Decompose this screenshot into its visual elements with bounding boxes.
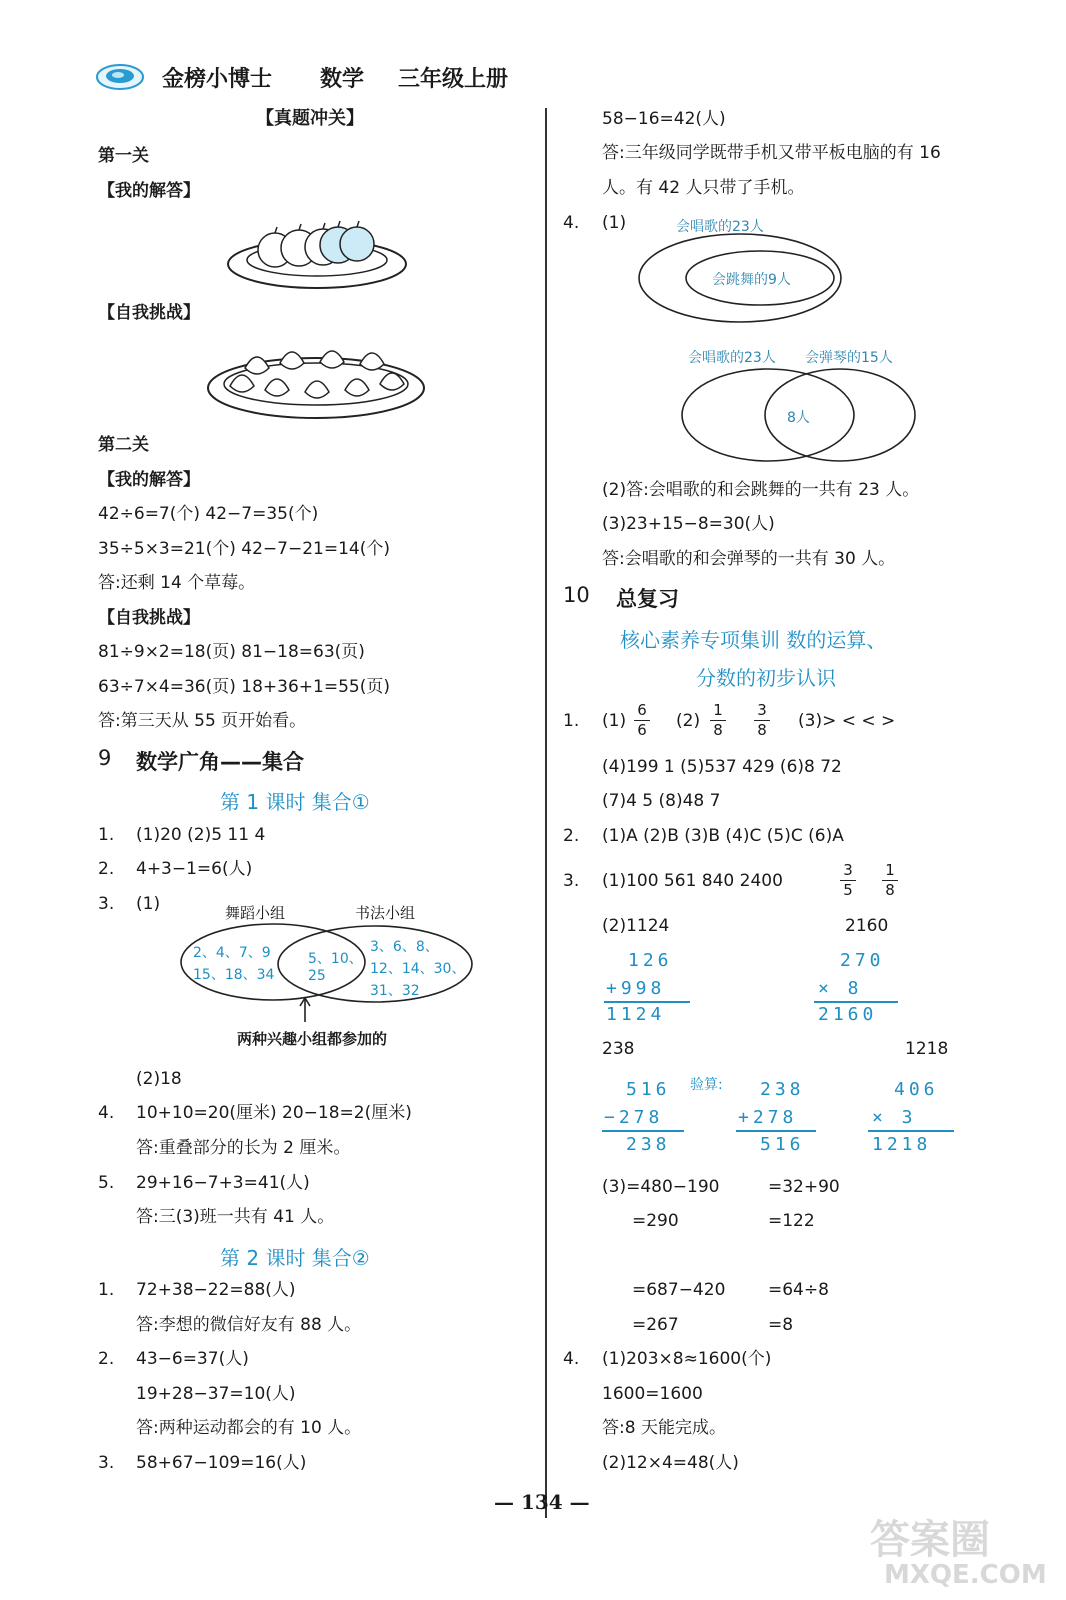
question-number: 5. [98,1173,115,1193]
question-number: 1. [98,825,115,845]
answer-line: 答:三年级同学既带手机又带平板电脑的有 16 [602,143,941,163]
vertical-calc-line: 2160 [818,1004,878,1025]
unit-10-title: 总复习 [616,587,679,611]
venn-right-values: 31、32 [370,983,420,999]
answer-line: 81÷9×2=18(页) 81−18=63(页) [98,642,365,662]
answer-line: (1) [136,894,161,914]
answer-line: 2160 [845,916,889,936]
vertical-calc-line: × 3 [872,1107,917,1128]
venn-diagram-groups [175,898,480,1048]
answer-part: (2) [676,711,701,731]
venn-left-values: 15、18、34 [193,967,275,983]
answer-line: (1)20 (2)5 11 4 [136,825,266,845]
answer-line: =122 [768,1211,815,1231]
answer-line: =290 [632,1211,679,1231]
question-number: 2. [98,1349,115,1369]
vertical-calc-line: 1124 [606,1004,666,1025]
question-number: 1. [563,711,580,731]
answer-line: 29+16−7+3=41(人) [136,1173,310,1193]
question-number: 3. [98,1453,115,1473]
vertical-calc-line: 1218 [872,1134,932,1155]
nested-ellipse-diagram [636,212,846,332]
answer-line: (1) [602,213,627,233]
venn-right-values: 3、6、8、 [370,939,439,955]
question-number: 2. [98,859,115,879]
venn-label-piano: 会弹琴的15人 [805,350,893,366]
fraction: 1 8 [882,862,898,899]
question-number: 1. [98,1280,115,1300]
challenge-1: 【自我挑战】 [98,303,200,323]
fraction: 3 5 [840,862,856,899]
answer-line: (1)A (2)B (3)B (4)C (5)C (6)A [602,826,844,846]
section-title: 【真题冲关】 [256,108,364,129]
answer-line: 答:还剩 14 个草莓。 [98,573,256,593]
answer-line: 答:第三天从 55 页开始看。 [98,711,307,731]
venn-diagram-music [680,345,920,465]
subtitle-line-2: 分数的初步认识 [696,666,836,690]
answer-line: (3)=480−190 [602,1177,720,1197]
calc-rule [602,1130,684,1132]
page-number: — 134 — [494,1490,590,1514]
answer-line: =8 [768,1315,794,1335]
unit-9-number: 9 [98,746,112,770]
answer-line: 58−16=42(人) [602,109,726,129]
answer-line: (4)199 1 (5)537 429 (6)8 72 [602,757,842,777]
answer-line: 43−6=37(人) [136,1349,249,1369]
venn-label-dance: 舞蹈小组 [225,904,286,922]
vertical-calc-line: +998 [606,978,666,999]
venn-arrow-label: 两种兴趣小组都参加的 [237,1030,388,1048]
answer-line: =267 [632,1315,679,1335]
answer-line: 答:8 天能完成。 [602,1418,726,1438]
calc-rule [736,1130,816,1132]
answer-line: 答:两种运动都会的有 10 人。 [136,1418,362,1438]
vertical-calc-line: 238 [626,1134,671,1155]
venn-middle-values: 5、10、 [308,951,363,967]
vertical-calc-line: 516 [626,1079,671,1100]
question-number: 3. [563,871,580,891]
answer-line: 19+28−37=10(人) [136,1384,296,1404]
calc-rule [814,1001,898,1003]
level-1: 第一关 [98,146,149,166]
header-subject: 数学 [320,67,365,92]
venn-middle-value: 8人 [787,410,810,426]
vertical-calc-line: 238 [760,1079,805,1100]
vertical-calc-line: 126 [628,950,673,971]
venn-label-sing: 会唱歌的23人 [688,350,776,366]
vertical-calc-line: −278 [604,1107,664,1128]
unit-9-title: 数学广角——集合 [136,750,304,774]
answer-line: 35÷5×3=21(个) 42−7−21=14(个) [98,539,391,559]
answer-line: 10+10=20(厘米) 20−18=2(厘米) [136,1103,412,1123]
answer-line: 1600=1600 [602,1384,703,1404]
subtitle-line-1: 核心素养专项集训 数的运算、 [620,628,887,652]
lesson-1-title: 第 1 课时 集合① [220,790,370,814]
answer-line: =32+90 [768,1177,840,1197]
answer-line: 人。有 42 人只带了手机。 [602,178,805,198]
calc-rule [604,1001,690,1003]
level-2: 第二关 [98,435,149,455]
answer-line: (2)1124 [602,916,670,936]
answer-line: 答:李想的微信好友有 88 人。 [136,1315,362,1335]
challenge-2: 【自我挑战】 [98,608,200,628]
watermark-top: 答案圈 [870,1517,990,1563]
calc-rule [868,1130,954,1132]
answer-part: (3)> < < > [798,711,896,731]
answer-line: 答:会唱歌的和会弹琴的一共有 30 人。 [602,549,896,569]
answer-line: (2)12×4=48(人) [602,1453,739,1473]
venn-label-calligraphy: 书法小组 [355,904,416,922]
fraction: 3 8 [754,702,770,739]
peach-plate-image [205,338,427,427]
vertical-calc-line: 406 [894,1079,939,1100]
my-answer-1: 【我的解答】 [98,181,200,201]
answer-line: (2)答:会唱歌的和会跳舞的一共有 23 人。 [602,480,920,500]
venn-left-values: 2、4、7、9 [193,945,271,961]
answer-line: (2)18 [136,1069,182,1089]
question-number: 4. [563,1349,580,1369]
answer-line: =687−420 [632,1280,726,1300]
lesson-2-title: 第 2 课时 集合② [220,1246,370,1270]
venn-right-values: 12、14、30、 [370,961,466,977]
answer-line: =64÷8 [768,1280,829,1300]
answer-line: (7)4 5 (8)48 7 [602,791,721,811]
answer-line: 4+3−1=6(人) [136,859,253,879]
check-label: 验算: [690,1077,723,1093]
inner-label: 会跳舞的9人 [712,272,791,288]
vertical-calc-line: 516 [760,1134,805,1155]
question-number: 4. [563,213,580,233]
apple-plate-image [225,212,410,298]
answer-line: 答:三(3)班一共有 41 人。 [136,1207,335,1227]
answer-line: 72+38−22=88(人) [136,1280,296,1300]
question-number: 3. [98,894,115,914]
answer-line: (1)100 561 840 2400 [602,871,783,891]
answer-line: (3)23+15−8=30(人) [602,514,775,534]
column-divider [545,108,547,1518]
answer-line: 238 [602,1039,635,1059]
answer-part: (1) [602,711,627,731]
answer-line: 42÷6=7(个) 42−7=35(个) [98,504,319,524]
fraction: 1 8 [710,702,726,739]
fraction: 6 6 [634,702,650,739]
answer-line: 58+67−109=16(人) [136,1453,307,1473]
answer-line: 63÷7×4=36(页) 18+36+1=55(页) [98,677,391,697]
vertical-calc-line: +278 [738,1107,798,1128]
question-number: 2. [563,826,580,846]
header-book: 金榜小博士 [162,67,273,92]
unit-10-number: 10 [563,583,590,607]
watermark-bottom: MXQE.COM [884,1560,1047,1590]
vertical-calc-line: × 8 [818,978,863,999]
venn-middle-values: 25 [308,968,326,984]
my-answer-2: 【我的解答】 [98,470,200,490]
answer-line: 答:重叠部分的长为 2 厘米。 [136,1138,351,1158]
vertical-calc-line: 270 [840,950,885,971]
answer-line: (1)203×8≈1600(个) [602,1349,772,1369]
header-grade: 三年级上册 [398,67,509,92]
answer-line: 1218 [905,1039,949,1059]
outer-label: 会唱歌的23人 [676,219,764,235]
question-number: 4. [98,1103,115,1123]
logo-icon [96,64,144,90]
